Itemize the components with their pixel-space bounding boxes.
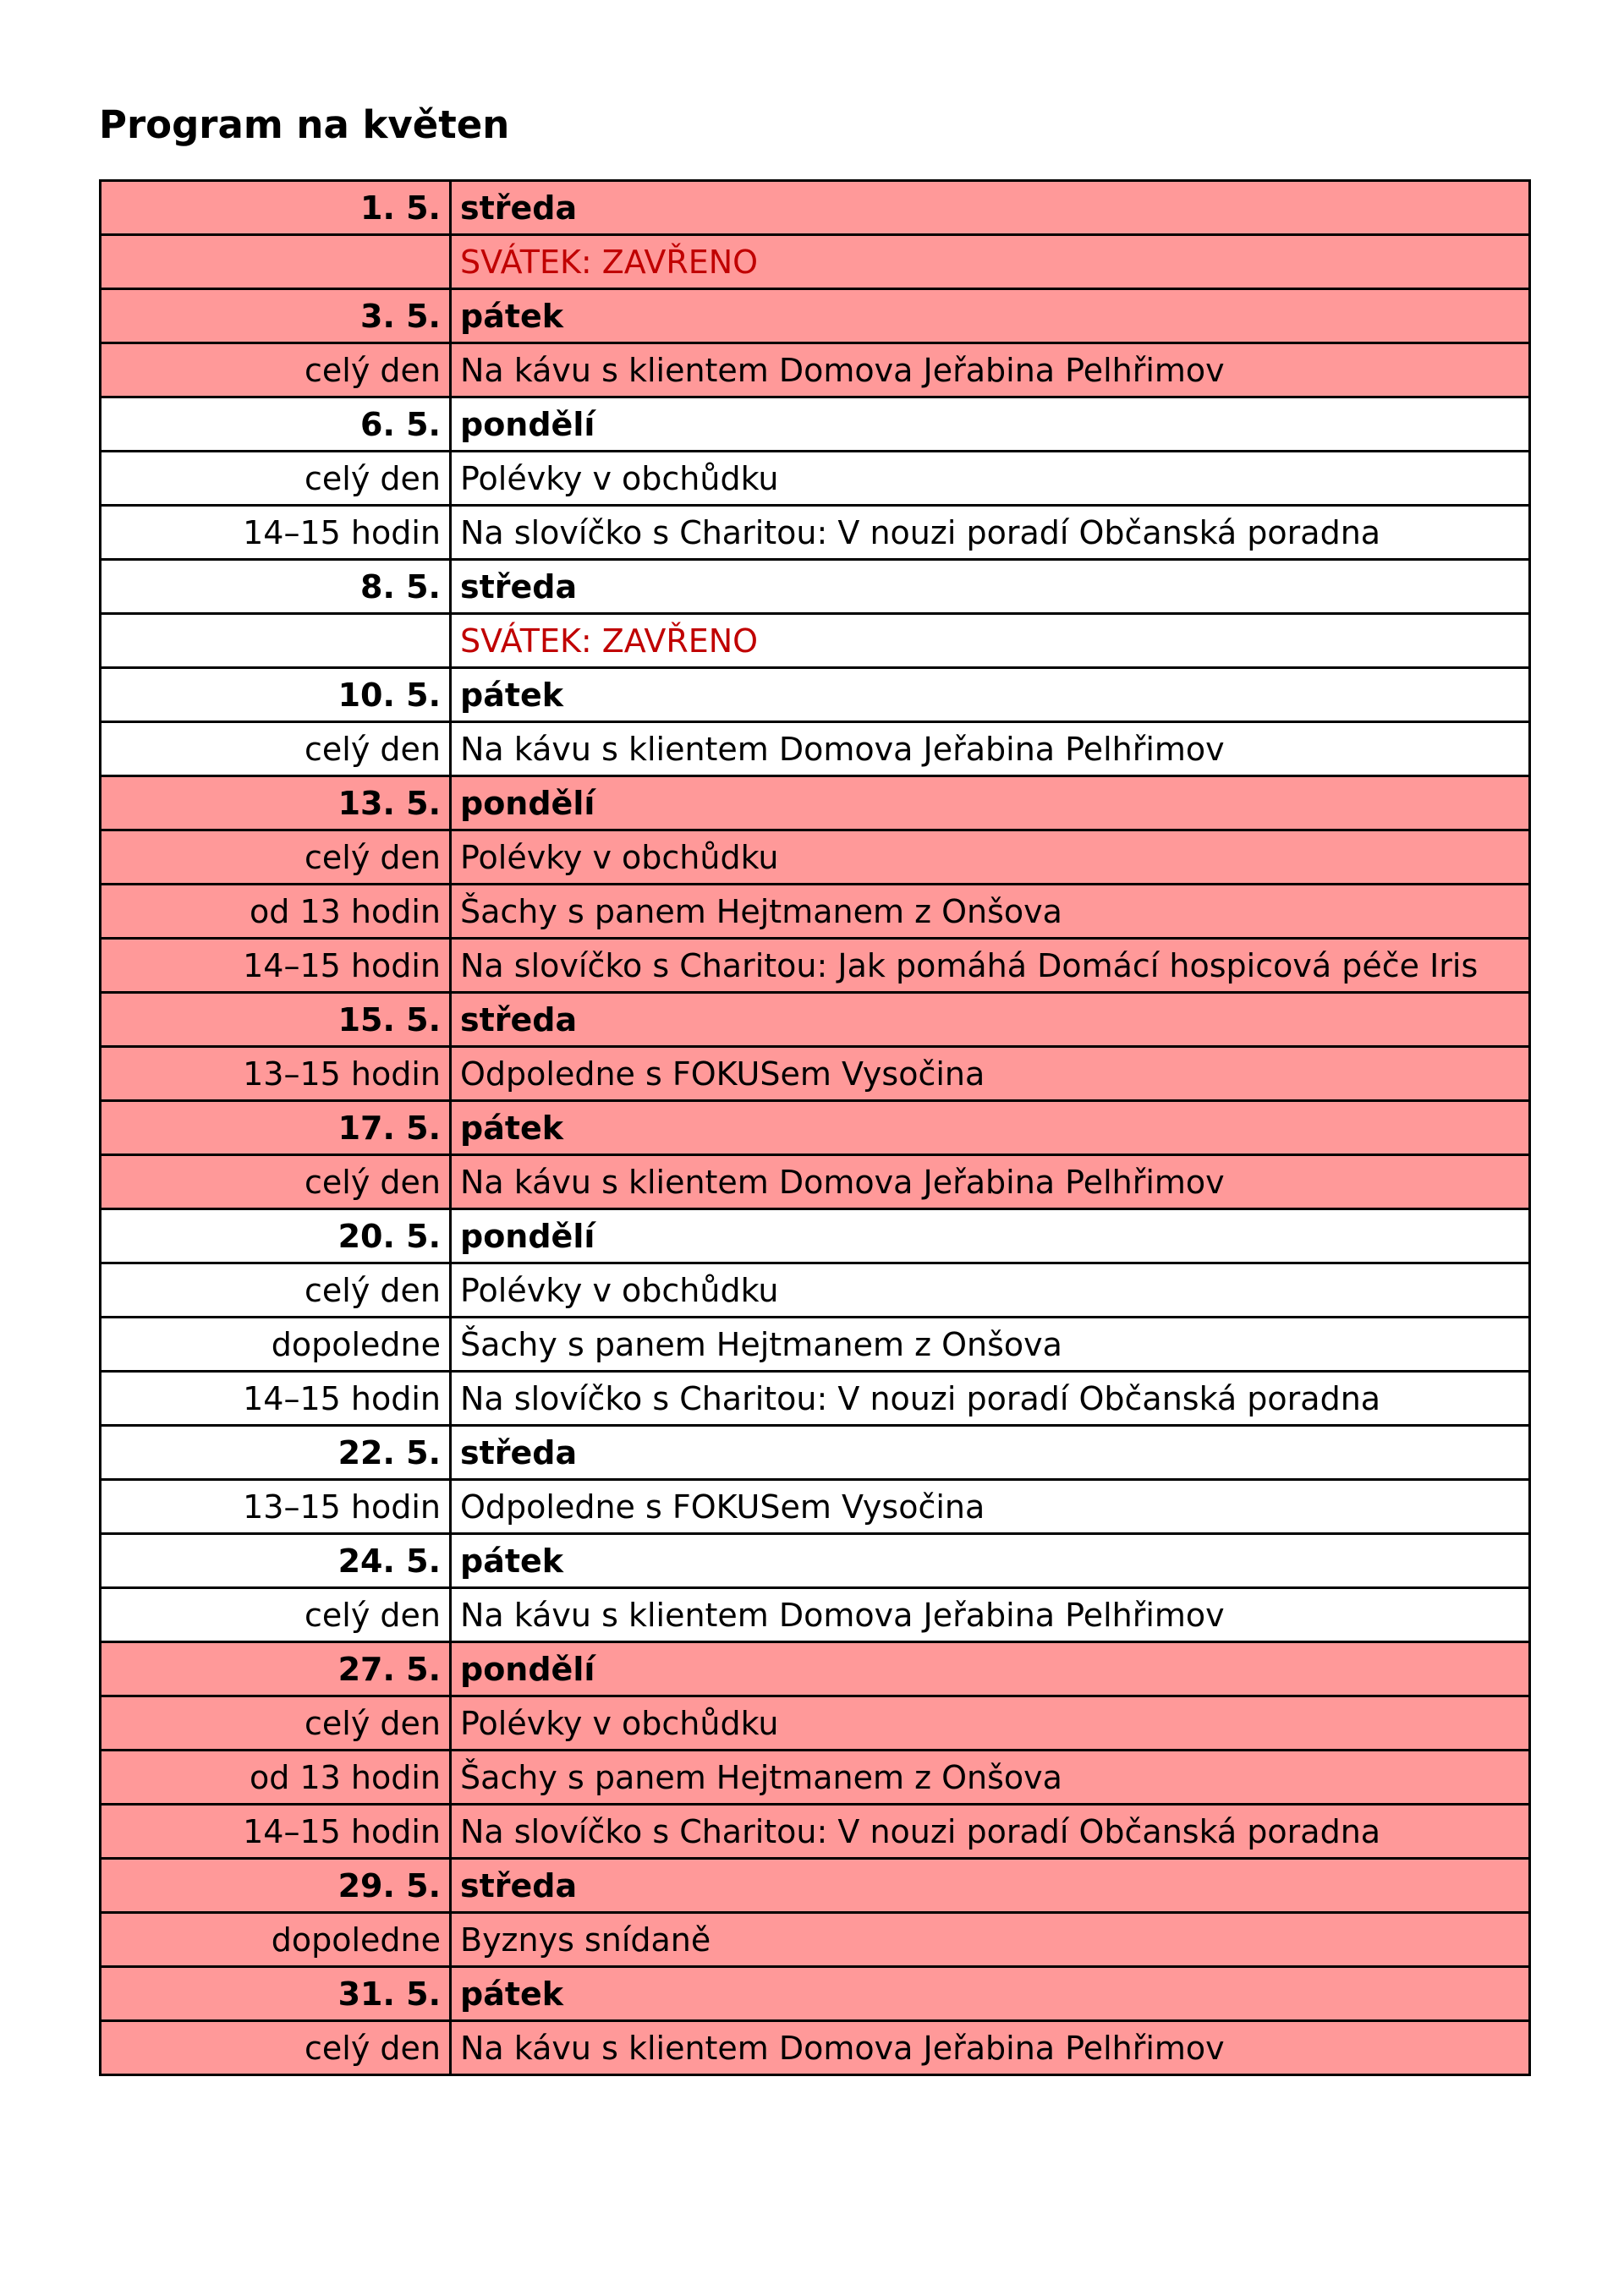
date-cell: 15. 5.	[101, 993, 451, 1047]
event-row	[101, 614, 1530, 668]
date-cell: 13. 5.	[101, 776, 451, 830]
date-cell: 3. 5.	[101, 289, 451, 343]
event-row	[101, 452, 1530, 506]
weekday-cell: pátek	[451, 1967, 1530, 2021]
time-cell: celý den	[101, 452, 451, 506]
weekday-cell: pondělí	[451, 1642, 1530, 1696]
event-row	[101, 1913, 1530, 1967]
date-cell: 8. 5.	[101, 560, 451, 614]
event-cell: Polévky v obchůdku	[451, 1263, 1530, 1318]
day-header-row	[101, 1101, 1530, 1155]
weekday-cell: středa	[451, 181, 1530, 235]
event-cell: Šachy s panem Hejtmanem z Onšova	[451, 1751, 1530, 1805]
time-cell: dopoledne	[101, 1318, 451, 1372]
day-header-row	[101, 1426, 1530, 1480]
time-cell: celý den	[101, 1155, 451, 1209]
date-cell: 17. 5.	[101, 1101, 451, 1155]
weekday-cell: pátek	[451, 1101, 1530, 1155]
event-row	[101, 1696, 1530, 1751]
weekday-cell: pondělí	[451, 397, 1530, 452]
weekday-cell: pátek	[451, 668, 1530, 722]
weekday-cell: středa	[451, 1859, 1530, 1913]
weekday-cell: pátek	[451, 1534, 1530, 1588]
event-cell: Na kávu s klientem Domova Jeřabina Pelhřimov	[451, 2021, 1530, 2075]
day-header-row	[101, 1859, 1530, 1913]
time-cell: 13–15 hodin	[101, 1047, 451, 1101]
day-header-row	[101, 397, 1530, 452]
event-cell: Na slovíčko s Charitou: V nouzi poradí Občanská poradna	[451, 1372, 1530, 1426]
weekday-cell: pátek	[451, 289, 1530, 343]
event-cell: Šachy s panem Hejtmanem z Onšova	[451, 1318, 1530, 1372]
event-row	[101, 235, 1530, 289]
event-row	[101, 1805, 1530, 1859]
event-row	[101, 343, 1530, 397]
event-cell: Na slovíčko s Charitou: V nouzi poradí Občanská poradna	[451, 506, 1530, 560]
day-header-row	[101, 668, 1530, 722]
time-cell: celý den	[101, 1263, 451, 1318]
time-cell: dopoledne	[101, 1913, 451, 1967]
schedule-body	[101, 181, 1530, 2075]
event-row	[101, 1751, 1530, 1805]
event-cell: Na slovíčko s Charitou: Jak pomáhá Domácí hospicová péče Iris	[451, 939, 1530, 993]
event-cell: Polévky v obchůdku	[451, 1696, 1530, 1751]
time-cell: celý den	[101, 830, 451, 885]
time-cell: celý den	[101, 2021, 451, 2075]
date-cell: 29. 5.	[101, 1859, 451, 1913]
time-cell: 14–15 hodin	[101, 939, 451, 993]
day-header-row	[101, 1967, 1530, 2021]
day-header-row	[101, 776, 1530, 830]
date-cell: 31. 5.	[101, 1967, 451, 2021]
weekday-cell: středa	[451, 993, 1530, 1047]
event-row	[101, 1480, 1530, 1534]
time-cell: od 13 hodin	[101, 885, 451, 939]
time-cell: 14–15 hodin	[101, 1372, 451, 1426]
event-cell: Polévky v obchůdku	[451, 452, 1530, 506]
event-row	[101, 2021, 1530, 2075]
event-row	[101, 506, 1530, 560]
time-cell: 14–15 hodin	[101, 506, 451, 560]
time-cell: 14–15 hodin	[101, 1805, 451, 1859]
event-cell: Odpoledne s FOKUSem Vysočina	[451, 1480, 1530, 1534]
event-cell: Byznys snídaně	[451, 1913, 1530, 1967]
weekday-cell: středa	[451, 560, 1530, 614]
event-row	[101, 939, 1530, 993]
time-cell: celý den	[101, 722, 451, 776]
event-row	[101, 1263, 1530, 1318]
date-cell: 20. 5.	[101, 1209, 451, 1263]
weekday-cell: pondělí	[451, 776, 1530, 830]
day-header-row	[101, 1534, 1530, 1588]
event-row	[101, 885, 1530, 939]
event-row	[101, 1588, 1530, 1642]
schedule-table	[99, 179, 1531, 2076]
event-cell: Na kávu s klientem Domova Jeřabina Pelhřimov	[451, 1155, 1530, 1209]
day-header-row	[101, 993, 1530, 1047]
event-row	[101, 830, 1530, 885]
date-cell: 1. 5.	[101, 181, 451, 235]
weekday-cell: středa	[451, 1426, 1530, 1480]
time-cell: celý den	[101, 1696, 451, 1751]
date-cell: 24. 5.	[101, 1534, 451, 1588]
time-cell: od 13 hodin	[101, 1751, 451, 1805]
day-header-row	[101, 1642, 1530, 1696]
event-cell: Na slovíčko s Charitou: V nouzi poradí Občanská poradna	[451, 1805, 1530, 1859]
time-cell	[101, 235, 451, 289]
event-cell: Na kávu s klientem Domova Jeřabina Pelhřimov	[451, 343, 1530, 397]
day-header-row	[101, 560, 1530, 614]
page-title: Program na květen	[99, 102, 510, 147]
time-cell	[101, 614, 451, 668]
day-header-row	[101, 1209, 1530, 1263]
event-row	[101, 1372, 1530, 1426]
closed-notice-cell: SVÁTEK: ZAVŘENO	[451, 614, 1530, 668]
date-cell: 10. 5.	[101, 668, 451, 722]
time-cell: celý den	[101, 343, 451, 397]
event-cell: Šachy s panem Hejtmanem z Onšova	[451, 885, 1530, 939]
event-cell: Polévky v obchůdku	[451, 830, 1530, 885]
day-header-row	[101, 181, 1530, 235]
time-cell: 13–15 hodin	[101, 1480, 451, 1534]
date-cell: 22. 5.	[101, 1426, 451, 1480]
date-cell: 6. 5.	[101, 397, 451, 452]
day-header-row	[101, 289, 1530, 343]
event-row	[101, 1318, 1530, 1372]
date-cell: 27. 5.	[101, 1642, 451, 1696]
closed-notice-cell: SVÁTEK: ZAVŘENO	[451, 235, 1530, 289]
event-row	[101, 722, 1530, 776]
event-cell: Na kávu s klientem Domova Jeřabina Pelhřimov	[451, 1588, 1530, 1642]
weekday-cell: pondělí	[451, 1209, 1530, 1263]
event-row	[101, 1155, 1530, 1209]
event-cell: Odpoledne s FOKUSem Vysočina	[451, 1047, 1530, 1101]
event-row	[101, 1047, 1530, 1101]
time-cell: celý den	[101, 1588, 451, 1642]
event-cell: Na kávu s klientem Domova Jeřabina Pelhřimov	[451, 722, 1530, 776]
